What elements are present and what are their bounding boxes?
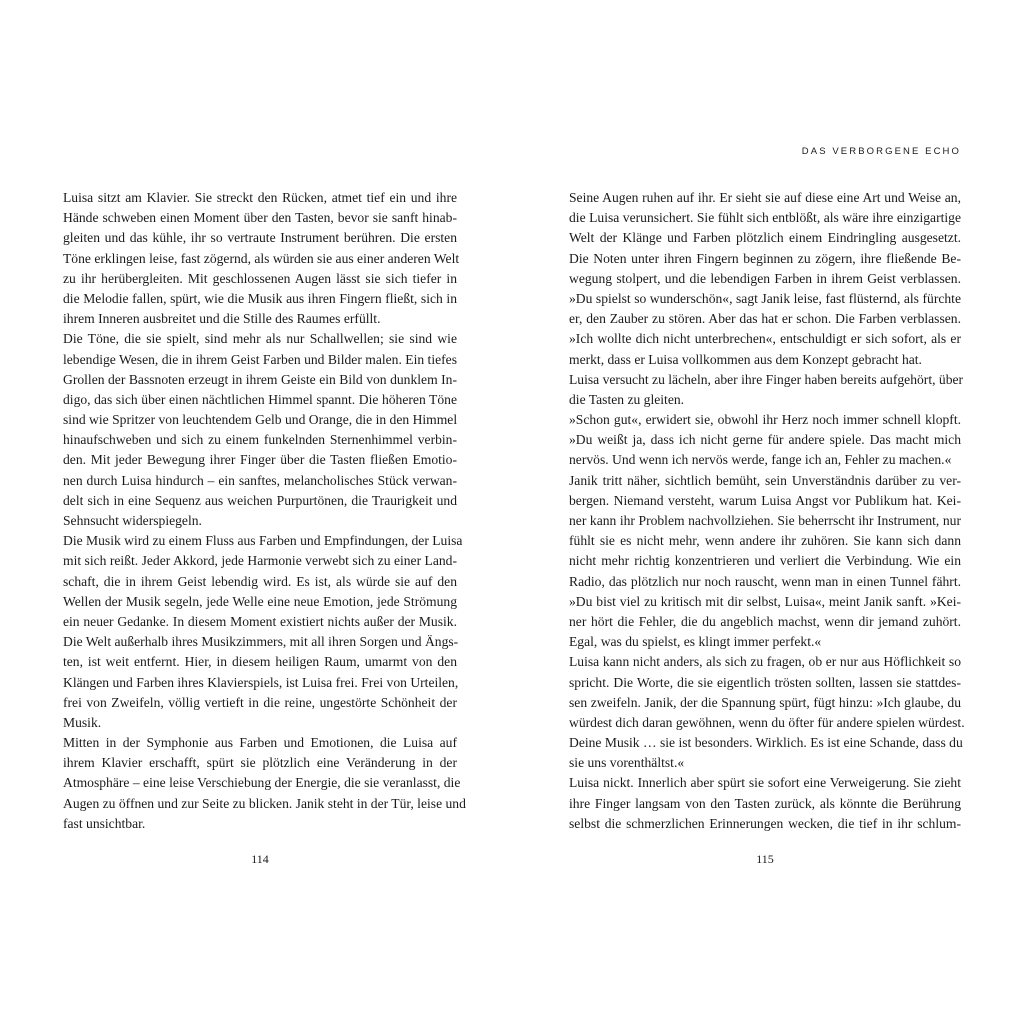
text-line: »Du weißt ja, dass ich nicht gerne für andere spiele. Das macht mich [569,432,961,448]
text-line: Luisa versucht zu lächeln, aber ihre Finger haben bereits aufgehört, über [569,371,964,387]
text-line: Die Welt außerhalb ihres Musikzimmers, mit all ihren Sorgen und Ängs- [63,634,459,650]
text-line: Musik. [63,714,102,730]
text-line: Luisa kann nicht anders, als sich zu fragen, ob er nur aus Höflichkeit so [569,654,961,670]
text-line: sind wie Spritzer von leuchtendem Gelb und Orange, die in den Himmel [63,412,458,428]
text-line: Egal, was du spielst, es klingt immer perfekt.« [569,634,822,650]
text-line: Hände schweben einen Moment über den Tasten, bevor sie sanft hinab- [63,210,457,226]
text-line: die Melodie fallen, spürt, wie die Musik aus ihren Fingern fließt, sich in [63,290,457,306]
left-page-body [63,188,466,834]
text-line: Radio, das plötzlich nur noch rauscht, wenn man in einen Tunnel fährt. [569,573,961,589]
text-line: sen zweifeln. Janik, der die Spannung spürt, fügt hinzu: »Ich glaube, du [569,694,961,710]
text-line: die Luisa verunsichert. Sie fühlt sich entblößt, als wäre ihre einzigartige [569,210,961,226]
right-page-number: 115 [756,852,774,866]
text-line: nicht mehr richtig konzentrieren und verliert die Verbindung. Wie ein [569,553,961,569]
text-line: nen durch Luisa hindurch – ein sanftes, melancholisches Stück verwan- [63,472,457,488]
text-line: Sehnsucht widerspiegeln. [63,513,202,528]
text-line: nervös. Und wenn ich nervös werde, fange ich an, Fehler zu machen.« [569,452,952,468]
left-page-number: 114 [251,852,269,866]
text-line: bergen. Niemand versteht, warum Luisa Angst vor Publikum hat. Kei- [569,492,961,508]
text-line: gleiten und das kühle, ihr so vertraute Instrument berühren. Die ersten [63,230,457,246]
text-line: mit sich reißt. Jeder Akkord, jede Harmonie verwebt sich zu einer Land- [63,553,457,569]
text-line: ihre Finger langsam von den Tasten zurück, als könnte die Berührung [569,795,961,811]
text-line: Welt der Klänge und Farben plötzlich einem Eindringling ausgesetzt. [569,230,961,246]
text-line: schaft, die in ihrem Geist lebendig wird. Es ist, als würde sie auf den [63,573,457,589]
text-line: ihrem Klavier erschafft, spürt sie plötzlich eine Veränderung in der [63,755,457,771]
right-page [569,0,965,1024]
text-line: Luisa sitzt am Klavier. Sie streckt den Rücken, atmet tief ein und ihre [63,190,457,205]
text-line: sie uns vorenthältst.« [569,755,685,771]
text-line: merkt, dass er Luisa vollkommen aus dem Konzept gebracht hat. [569,351,922,367]
text-line: fühlt sie es nicht mehr, wenn andere ihr zuhören. Sie kann sich dann [569,533,961,549]
text-line: selbst die schmerzlichen Erinnerungen wecken, die tief in ihr schlum- [569,815,961,831]
text-line: »Du bist viel zu kritisch mit dir selbst, Luisa«, meint Janik sanft. »Kei- [569,593,961,609]
text-line: Janik tritt näher, sichtlich bemüht, sein Unverständnis darüber zu ver- [569,472,961,488]
text-line: ten, ist weit entfernt. Hier, in diesem heiligen Raum, umarmt von den [63,654,457,670]
text-line: Seine Augen ruhen auf ihr. Er sieht sie auf diese eine Art und Weise an, [569,190,961,205]
text-line: ner kann ihr Problem nachvollziehen. Sie beherrscht ihr Instrument, nur [569,513,961,528]
text-line: Grollen der Bassnoten erzeugt in ihrem Geiste ein Bild von dunklem In- [63,371,457,387]
text-line: »Ich wollte dich nicht unterbrechen«, entschuldigt er sich sofort, als er [569,331,961,347]
text-line: Atmosphäre – eine leise Verschiebung der Energie, die sie veranlasst, die [63,775,461,791]
right-page-body [569,188,965,834]
text-line: ihrem Inneren ausbreitet und die Stille des Raumes erfüllt. [63,311,381,327]
text-line: wegung stolpert, und die lebendigen Farben in ihrem Geist verblassen. [569,270,961,286]
text-line: Wellen der Musik segeln, jede Welle eine neue Emotion, jede Strömung [63,593,457,609]
text-line: fast unsichtbar. [63,815,146,831]
text-line: Klängen und Farben ihres Klavierspiels, ist Luisa frei. Frei von Urteilen, [63,674,459,690]
left-page [63,0,466,1024]
text-line: ein neuer Gedanke. In diesem Moment existiert nichts außer der Musik. [63,613,457,629]
text-line: »Schon gut«, erwidert sie, obwohl ihr Herz noch immer schnell klopft. [569,412,961,428]
text-line: Die Musik wird zu einem Fluss aus Farben und Empfindungen, der Luisa [63,533,463,549]
text-line: Die Noten unter ihren Fingern beginnen zu zögern, ihre fließende Be- [569,250,961,266]
text-line: Die Töne, die sie spielt, sind mehr als nur Schallwellen; sie sind wie [63,331,457,347]
text-line: den. Mit jeder Bewegung ihrer Finger über die Tasten fließen Emotio- [63,452,457,468]
text-line: hinaufschweben und sich zu einem funkelnden Sternenhimmel verbin- [63,432,457,448]
text-line: delt sich in eine Sequenz aus weichen Purpurtönen, die Traurigkeit und [63,492,457,508]
text-line: Deine Musik … sie ist besonders. Wirklich. Es ist eine Schande, dass du [569,735,963,751]
text-line: zu ihr herübergleiten. Mit geschlossenen Augen lässt sie sich tiefer in [63,270,457,286]
text-line: spricht. Die Worte, die sie eigentlich trösten sollten, lassen sie stattdes- [569,674,961,690]
running-head: DAS VERBORGENE ECHO [801,146,961,157]
text-line: »Du spielst so wunderschön«, sagt Janik leise, fast flüsternd, als fürchte [569,290,961,306]
text-line: würdest dich daran gewöhnen, wenn du öfter für andere spielen würdest. [569,714,965,730]
text-line: Mitten in der Symphonie aus Farben und Emotionen, die Luisa auf [63,735,457,751]
text-line: er, den Zauber zu stören. Aber das hat er schon. Die Farben verblassen. [569,311,961,327]
text-line: Augen zu öffnen und zur Seite zu blicken. Janik steht in der Tür, leise und [63,795,466,811]
text-line: Töne erklingen leise, fast zögernd, als würden sie aus einer anderen Welt [63,250,460,266]
text-line: ner hört die Fehler, die du angeblich machst, wenn dir jemand zuhört. [569,613,961,629]
text-line: digo, das sich über einen nächtlichen Himmel spannt. Die höheren Töne [63,391,457,407]
text-line: die Tasten zu gleiten. [569,391,685,407]
text-line: lebendige Wesen, die in ihrem Geist Farben und Bilder malen. Ein tiefes [63,351,457,367]
text-line: frei von Zweifeln, völlig vertieft in die reine, ungestörte Schönheit der [63,694,457,710]
text-line: Luisa nickt. Innerlich aber spürt sie sofort eine Verweigerung. Sie zieht [569,775,961,791]
